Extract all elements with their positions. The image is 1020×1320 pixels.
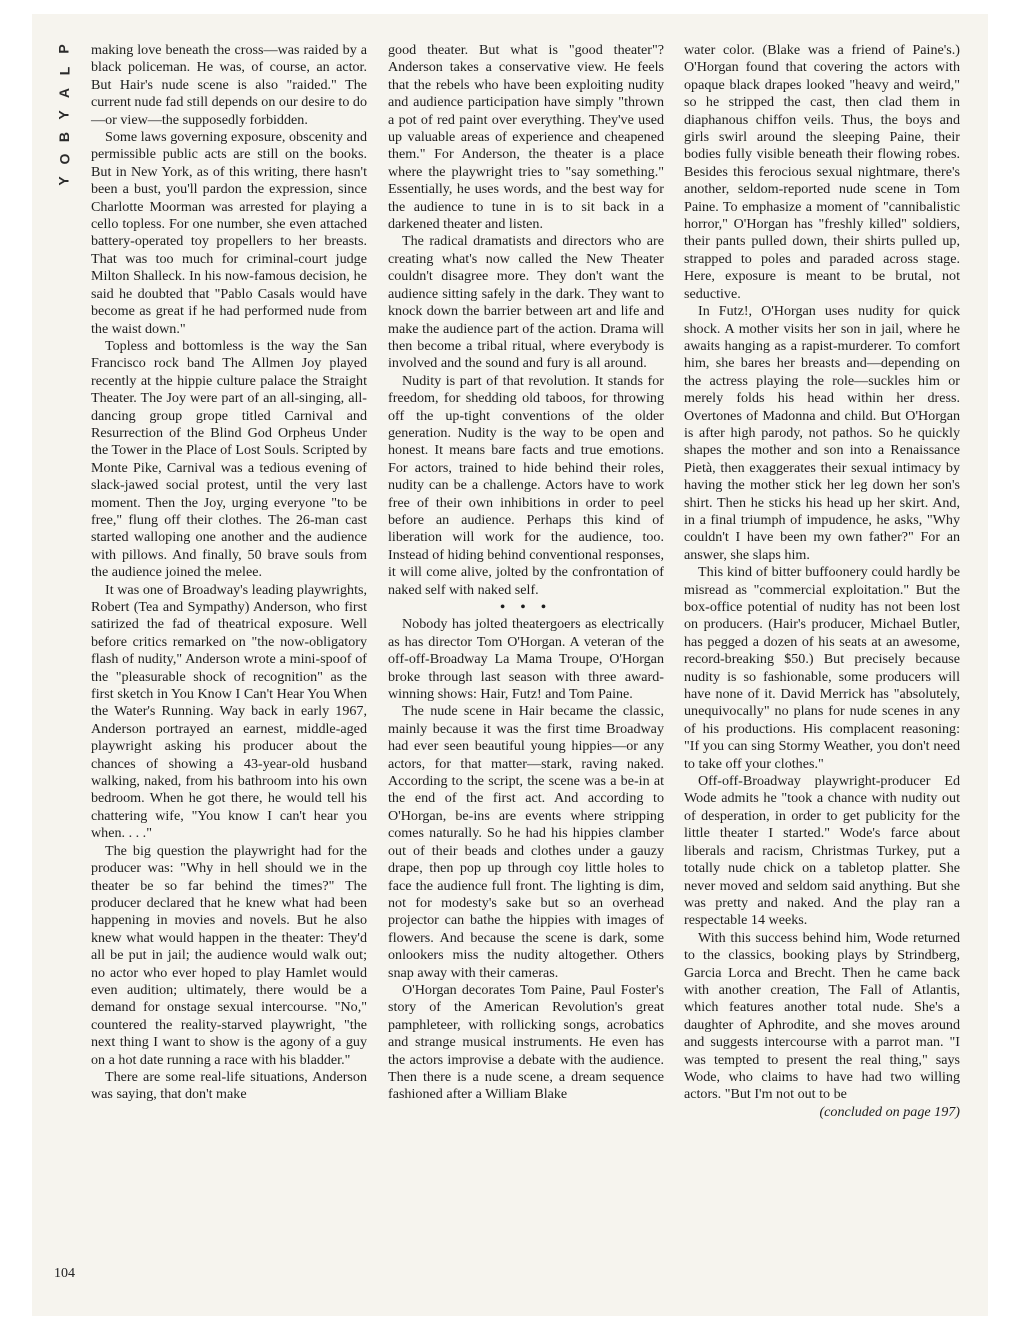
section-separator: • • • (500, 599, 552, 615)
paragraph: The nude scene in Hair became the classic, mainly because it was the first time Broadway had ever seen beautiful young hippies—or any actors, for that matter—stark, raving naked. According to the script, the scene was a be-in at the end of the first act. And according to O'Horgan, be-ins are events where stripping comes naturally. So he had his hippies clamber out of their beads and clothes under a gauzy drape, then pop up through coy little holes to face the audience full front. The lighting is dim, not for modesty's sake but so an overhead projector can bathe the hippies with images of flowers. And because the scene is dark, some onlookers miss the nudity altogether. Others snap away with their cameras. (388, 703, 664, 981)
magazine-name-vertical (52, 38, 76, 192)
magazine-name-letter: L (56, 66, 72, 76)
text-column-1 (91, 42, 367, 1104)
paragraph: With this success behind him, Wode returned to the classics, booking plays by Strindberg, Garcia Lorca and Brecht. Then he came back with another creation, The Fall of Atlantis, which features another total nude. She's a daughter of Aphrodite, and she moves around and suggests intercourse with a parrot man. "I was tempted to present the real thing," says Wode, who claims to have had two willing actors. "But I'm not out to be (684, 929, 960, 1103)
magazine-name-letter: Y (56, 176, 72, 186)
text-column-3 (684, 42, 960, 1121)
paragraph: Off-off-Broadway playwright-producer Ed Wode admits he "took a chance with nudity out of desperation, in order to get publicity for the little theater I started." Wode's farce about liberals and racism, Christmas Turkey, put a totally nude chick on a tabletop platter. She never moved and seldom said anything. But she was pretty and naked. And the play ran a respectable 14 weeks. (684, 773, 960, 929)
paragraph: O'Horgan decorates Tom Paine, Paul Foster's story of the American Revolution's great pamphleteer, with rollicking songs, acrobatics and strange musical instruments. He even has the actors improvise a debate with the audience. Then there is a nude scene, a dream sequence fashioned after a William Blake (388, 981, 664, 1103)
magazine-name-letter: B (56, 131, 72, 143)
magazine-name-letter: P (56, 44, 72, 54)
paragraph: Topless and bottomless is the way the San Francisco rock band The Allmen Joy played recently at the hippie culture palace the Straight Theater. The Joy were part of an all-singing, all-dancing group grope titled Carnival and Resurrection of the Blind God Orpheus Under the Tower in the Place of Lost Souls. Scripted by Monte Pike, Carnival was a tedious evening of slack-jawed social protest, until the very last moment. Then the Joy, urging everyone "to be free," flung off their clothes. The 26-man cast started walloping one another and the audience with pillows. And finally, 50 brave souls from the audience joined the melee. (91, 337, 367, 581)
magazine-name-letter: O (55, 153, 72, 165)
magazine-name-letter: Y (56, 110, 72, 120)
continuation-note: (concluded on page 197) (819, 1103, 960, 1120)
paragraph: The radical dramatists and directors who are creating what's now called the New Theater couldn't disagree more. They don't want the audience sitting safely in the dark. They want to knock down the barrier between art and life and make the audience part of the action. Drama will then become a tribal ritual, where everybody is involved and the sound and fury is all around. (388, 233, 664, 372)
paragraph: good theater. But what is "good theater"? Anderson takes a conservative view. He feels that the rebels who have been exploiting nudity and audience participation have simply "thrown a pot of red paint over everything. They've used up valuable areas of experience and cheapened them." For Anderson, the theater is a place where the playwright tries to "say something." Essentially, he uses words, and the best way for the audience to tune in is to sit back in a darkened theater and listen. (388, 42, 664, 233)
paragraph: Nobody has jolted theatergoers as electrically as has director Tom O'Horgan. A veteran of the off-off-Broadway La Mama Troupe, O'Horgan broke through last season with three award-winning shows: Hair, Futz! and Tom Paine. (388, 616, 664, 703)
paragraph: The big question the playwright had for the producer was: "Why in hell should we in the theater be so far behind the times?" The producer declared that he knew what had been happening in movies and novels. But he also knew what would happen in the theater: They'd all be put in jail; the audience would walk out; no actor who ever hoped to play Hamlet would even audition; ultimately, there would be a demand for onstage sexual intercourse. "No," countered the reality-starved playwright, "the next thing I want to show is the agony of a guy on a hot date running a race with his bladder." (91, 842, 367, 1068)
paragraph: In Futz!, O'Horgan uses nudity for quick shock. A mother visits her son in jail, where he awaits hanging as a rapist-murderer. To comfort him, she bares her breasts and—depending on the actress playing the role—suckles him or merely folds his head within her dress. Overtones of Madonna and child. But O'Horgan is after high parody, not pathos. So he quickly shapes the mother and son into a Renaissance Pietà, then exaggerates their sexual intimacy by having the mother stick her leg down her son's shirt. Then he sticks his head up her skirt. And, in a final triumph of impudence, he asks, "Why couldn't I have been my own father?" For an answer, she slaps him. (684, 303, 960, 563)
paragraph: water color. (Blake was a friend of Paine's.) O'Horgan found that covering the actors with opaque black drapes looked "heavy and weird," so he stripped the cast, then clad them in diaphanous chiffon veils. Thus, the boys and girls swirl around the sleeping Paine, their bodies fully visible beneath their flowing robes. Besides this ferocious sexual nightmare, there's another, seldom-reported nude scene in Tom Paine. To emphasize a moment of "cannibalistic horror," O'Horgan has "freshly killed" soldiers, their pants pulled down, their shirts pulled up, strapped to poles and paraded across stage. Here, exposure is meant to be brutal, not seductive. (684, 42, 960, 302)
magazine-page (32, 14, 988, 1316)
page-number: 104 (54, 1266, 75, 1281)
paragraph: making love beneath the cross—was raided by a black policeman. He was, of course, an actor. But Hair's nude scene is also "raided." The current nude fad still depends on our desire to do—or view—the supposedly forbidden. (91, 42, 367, 128)
paragraph: This kind of bitter buffoonery could hardly be misread as "commercial exploitation." But the box-office potential of nudity has not been lost on producers. (Hair's producer, Michael Butler, has pegged a dozen of his seats at an awesome, record-breaking $50.) But precisely because nudity is so fashionable, some producers will have none of it. David Merrick has "absolutely, unequivocally" no plans for nude scenes in any of his productions. His complacent reasoning: "If you can sing Stormy Weather, you don't need to take off your clothes." (684, 564, 960, 772)
paragraph: Some laws governing exposure, obscenity and permissible public acts are still on the books. But in New York, as of this writing, there hasn't been a bust, you'll pardon the expression, since Charlotte Moorman was arrested for playing a cello topless. For one number, she even attached battery-operated toy propellers to her breasts. That was too much for criminal-court judge Milton Shalleck. In his now-famous decision, he said he doubted that "Pablo Casals would have become as great if he had performed nude from the waist down." (91, 129, 367, 337)
magazine-name-letter: A (56, 87, 72, 99)
text-column-2 (388, 42, 664, 1104)
paragraph: Nudity is part of that revolution. It stands for freedom, for shedding old taboos, for throwing off the up-tight conventions of the older generation. Nudity is the way to be open and honest. It means bare facts and true emotions. For actors, trained to hide behind their roles, nudity can be a challenge. Actors have to work free of their own inhibitions in order to peel before an audience. Perhaps this kind of liberation will work for the audience, too. Instead of hiding behind conventional responses, it will come alive, jolted by the confrontation of naked self with naked self. (388, 372, 664, 598)
paragraph: There are some real-life situations, Anderson was saying, that don't make (91, 1068, 367, 1103)
paragraph: It was one of Broadway's leading playwrights, Robert (Tea and Sympathy) Anderson, who first satirized the fad of theatrical exposure. Well before critics remarked on "the now-obligatory flash of nudity," Anderson wrote a mini-spoof of the "pleasurable shock of recognition" as the first sketch in You Know I Can't Hear You When the Water's Running. Way back in early 1967, Anderson portrayed an earnest, middle-aged playwright asking his producer about the chances of showing a 43-year-old husband walking, naked, from his bathroom into his own bedroom. When he got there, he would tell his chattering wife, "You know I can't hear you when. . . ." (91, 581, 367, 842)
